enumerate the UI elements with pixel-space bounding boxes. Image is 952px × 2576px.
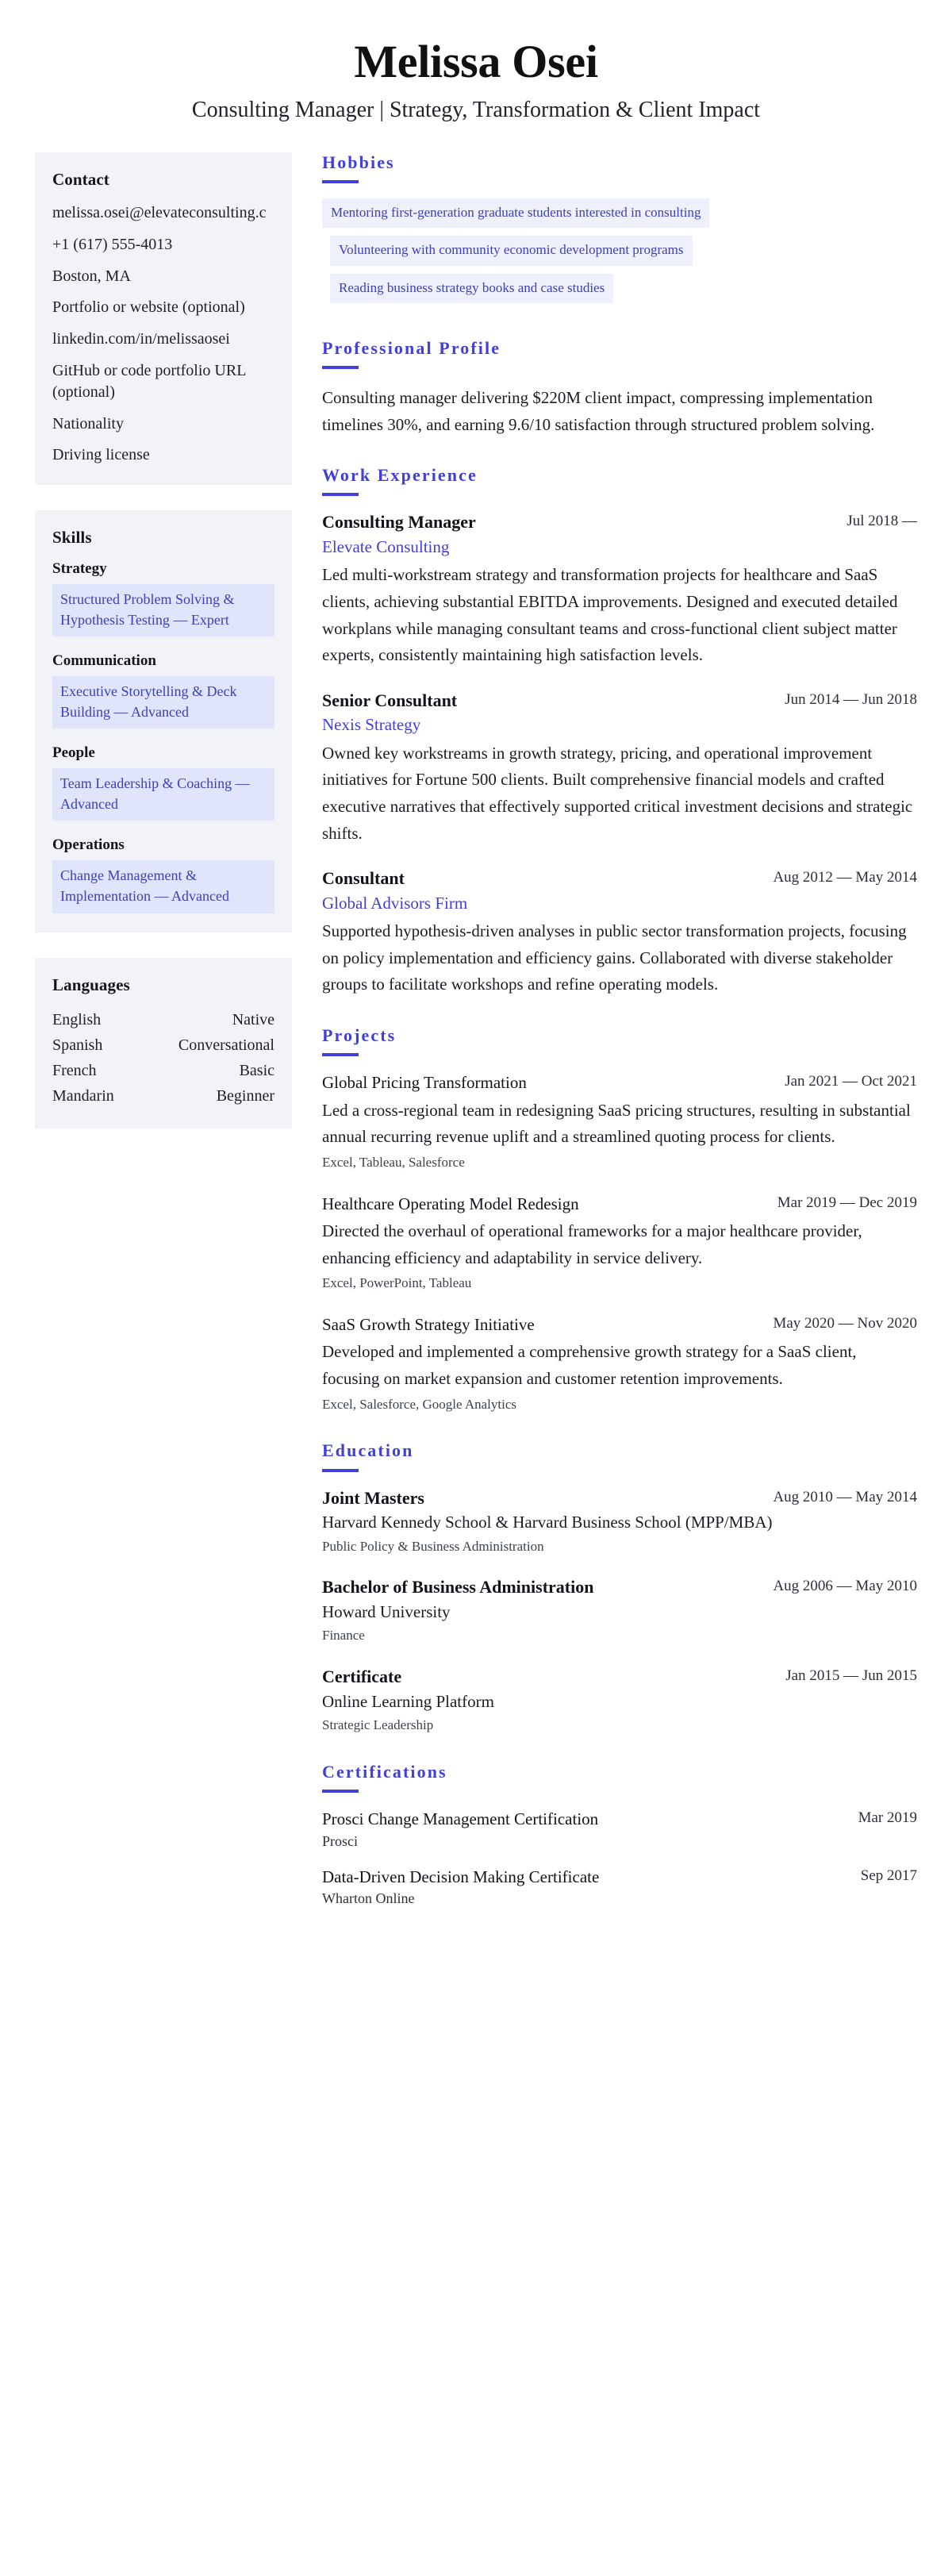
contact-location: Boston, MA	[52, 267, 131, 285]
skill-chip: Change Management & Implementation — Advanced	[52, 860, 274, 913]
work-entry	[322, 511, 917, 668]
field-of-study: Strategic Leadership	[322, 1717, 434, 1733]
profile-summary: Consulting manager delivering $220M client impact, compressing implementation timelines 30%, and earning 9.6/10 satisfaction through structured problem solving.	[322, 388, 875, 435]
work-entry	[322, 690, 917, 847]
contact-card	[35, 152, 292, 485]
project-description: Led a cross-regional team in redesigning SaaS pricing structures, resulting in substantial annual recurring revenue uplift and a streamlined quoting process for clients.	[322, 1100, 911, 1147]
skill-chip: Executive Storytelling & Deck Building — Advanced	[52, 676, 274, 729]
language-name: French	[52, 1061, 97, 1079]
job-company: Nexis Strategy	[322, 715, 421, 735]
job-description: Led multi-workstream strategy and transformation projects for healthcare and SaaS clients, achieving substantial EBITDA improvements. Designed and executed detailed workplans while managing consultant teams and cross-functional client subject matter experts, consistently maintaining high satisfaction levels.	[322, 565, 898, 665]
languages-title: Languages	[52, 975, 130, 994]
degree-title: Certificate	[322, 1667, 402, 1687]
skill-group-label: Strategy	[52, 560, 107, 578]
skill-group-communication	[52, 652, 274, 729]
project-tools: Excel, Salesforce, Google Analytics	[322, 1396, 517, 1412]
education-date-range: Aug 2010 — May 2014	[773, 1488, 917, 1505]
job-date-range: Jun 2014 — Jun 2018	[785, 690, 917, 708]
work-entry-head	[322, 690, 917, 713]
work-entry-head	[322, 867, 917, 890]
section-heading: Professional Profile	[322, 337, 501, 358]
project-entry	[322, 1071, 917, 1171]
work-entry-head	[322, 511, 917, 534]
sidebar	[35, 152, 292, 1154]
section-heading: Work Experience	[322, 465, 478, 486]
job-date-range: Jul 2018 —	[846, 513, 917, 530]
skill-group-label: Communication	[52, 652, 156, 670]
certification-issuer: Wharton Online	[322, 1890, 415, 1907]
skills-title: Skills	[52, 528, 92, 548]
language-level: Beginner	[216, 1086, 274, 1105]
contact-github[interactable]: GitHub or code portfolio URL (optional)	[52, 361, 246, 401]
candidate-headline: Consulting Manager | Strategy, Transformation & Client Impact	[191, 97, 761, 122]
section-heading: Education	[322, 1440, 414, 1461]
skill-chip: Team Leadership & Coaching — Advanced	[52, 768, 274, 821]
job-date-range: Aug 2012 — May 2014	[773, 869, 917, 886]
institution-name: Online Learning Platform	[322, 1691, 494, 1711]
project-description: Directed the overhaul of operational frameworks for a major healthcare provider, enhancing efficiency and adaptability in service delivery.	[322, 1221, 862, 1267]
project-entry-head	[322, 1071, 917, 1094]
language-level: Native	[232, 1010, 274, 1028]
skill-group-label: People	[52, 744, 95, 762]
project-title: Global Pricing Transformation	[322, 1073, 527, 1093]
language-row	[52, 1008, 274, 1032]
education-entry-head	[322, 1487, 917, 1510]
skill-group-label: Operations	[52, 836, 125, 854]
job-company: Global Advisors Firm	[322, 893, 468, 913]
contact-portfolio[interactable]: Portfolio or website (optional)	[52, 298, 245, 317]
contact-nationality: Nationality	[52, 414, 124, 433]
certification-entry	[322, 1866, 917, 1909]
language-name: English	[52, 1010, 102, 1028]
degree-title: Bachelor of Business Administration	[322, 1577, 594, 1598]
main-column	[311, 152, 917, 1936]
certification-entry-head	[322, 1808, 917, 1830]
certification-title: Prosci Change Management Certification	[322, 1809, 599, 1829]
education-entry-head	[322, 1576, 917, 1599]
project-date-range: May 2020 — Nov 2020	[773, 1314, 917, 1332]
certification-issuer: Prosci	[322, 1832, 358, 1849]
hobby-chip: Reading business strategy books and case studies	[330, 274, 613, 303]
skill-group-strategy	[52, 560, 274, 636]
skill-chip: Structured Problem Solving & Hypothesis Testing — Expert	[52, 584, 274, 636]
language-level: Basic	[239, 1061, 274, 1079]
section-heading: Hobbies	[322, 152, 395, 172]
education-date-range: Aug 2006 — May 2010	[773, 1578, 917, 1595]
work-entry	[322, 867, 917, 998]
project-entry	[322, 1193, 917, 1293]
section-rule	[322, 493, 359, 496]
resume-body	[35, 152, 917, 1936]
language-name: Mandarin	[52, 1086, 114, 1105]
job-title: Senior Consultant	[322, 690, 458, 710]
institution-name: Howard University	[322, 1602, 451, 1622]
project-tools: Excel, Tableau, Salesforce	[322, 1154, 465, 1170]
section-projects	[322, 1025, 917, 1413]
project-entry-head	[322, 1193, 917, 1215]
languages-card	[35, 958, 292, 1128]
project-entry	[322, 1313, 917, 1413]
language-row	[52, 1033, 274, 1057]
hobby-chip: Volunteering with community economic development programs	[330, 236, 693, 265]
section-rule	[322, 366, 359, 369]
job-title: Consulting Manager	[322, 512, 476, 533]
contact-driving-license: Driving license	[52, 446, 150, 464]
language-name: Spanish	[52, 1036, 103, 1054]
field-of-study: Public Policy & Business Administration	[322, 1538, 544, 1554]
certification-entry-head	[322, 1866, 917, 1888]
certification-date: Mar 2019	[858, 1809, 917, 1827]
education-date-range: Jan 2015 — Jun 2015	[785, 1667, 917, 1685]
contact-linkedin[interactable]: linkedin.com/in/melissaosei	[52, 330, 230, 348]
job-company: Elevate Consulting	[322, 537, 450, 557]
section-rule	[322, 180, 359, 183]
candidate-name: Melissa Osei	[354, 36, 598, 87]
project-description: Developed and implemented a comprehensive growth strategy for a SaaS client, focusing on market expansion and customer retention improvements.	[322, 1342, 857, 1388]
skill-group-operations	[52, 836, 274, 913]
section-work-experience	[322, 465, 917, 998]
project-title: Healthcare Operating Model Redesign	[322, 1194, 579, 1213]
section-professional-profile	[322, 338, 917, 438]
skills-card	[35, 510, 292, 932]
project-title: SaaS Growth Strategy Initiative	[322, 1314, 535, 1334]
resume-header	[35, 37, 917, 135]
education-entry	[322, 1666, 917, 1735]
section-education	[322, 1440, 917, 1735]
job-description: Supported hypothesis-driven analyses in public sector transformation projects, focusing on policy implementation and efficiency gains. Collaborated with diverse stakeholder groups to facilitate workshops and refine operating models.	[322, 921, 907, 994]
certification-date: Sep 2017	[860, 1867, 917, 1884]
education-entry	[322, 1576, 917, 1645]
education-entry-head	[322, 1666, 917, 1689]
education-entry	[322, 1487, 917, 1556]
section-rule	[322, 1790, 359, 1793]
certification-entry	[322, 1808, 917, 1851]
language-row	[52, 1059, 274, 1082]
section-heading: Certifications	[322, 1762, 447, 1782]
certification-title: Data-Driven Decision Making Certificate	[322, 1867, 600, 1886]
language-level: Conversational	[178, 1036, 274, 1054]
contact-email[interactable]: melissa.osei@elevateconsulting.c	[52, 203, 267, 221]
project-date-range: Jan 2021 — Oct 2021	[785, 1073, 917, 1090]
section-rule	[322, 1469, 359, 1472]
contact-title: Contact	[52, 169, 109, 189]
hobby-chip: Mentoring first-generation graduate students interested in consulting	[322, 198, 709, 228]
section-rule	[322, 1053, 359, 1056]
project-date-range: Mar 2019 — Dec 2019	[777, 1194, 917, 1211]
hobbies-list	[322, 198, 917, 310]
institution-name: Harvard Kennedy School & Harvard Business School (MPP/MBA)	[322, 1513, 773, 1532]
job-description: Owned key workstreams in growth strategy, pricing, and operational improvement initiatives for Fortune 500 clients. Built comprehensive financial models and crafted executive narratives that effectively supported critical investment decisions and strategic shifts.	[322, 743, 913, 843]
degree-title: Joint Masters	[322, 1487, 424, 1508]
project-tools: Excel, PowerPoint, Tableau	[322, 1275, 472, 1291]
project-entry-head	[322, 1313, 917, 1336]
skill-group-people	[52, 744, 274, 821]
section-hobbies	[322, 152, 917, 311]
field-of-study: Finance	[322, 1628, 365, 1644]
job-title: Consultant	[322, 868, 405, 889]
section-heading: Projects	[322, 1025, 397, 1045]
section-certifications	[322, 1762, 917, 1909]
contact-phone[interactable]: +1 (617) 555-4013	[52, 235, 173, 253]
language-row	[52, 1084, 274, 1108]
